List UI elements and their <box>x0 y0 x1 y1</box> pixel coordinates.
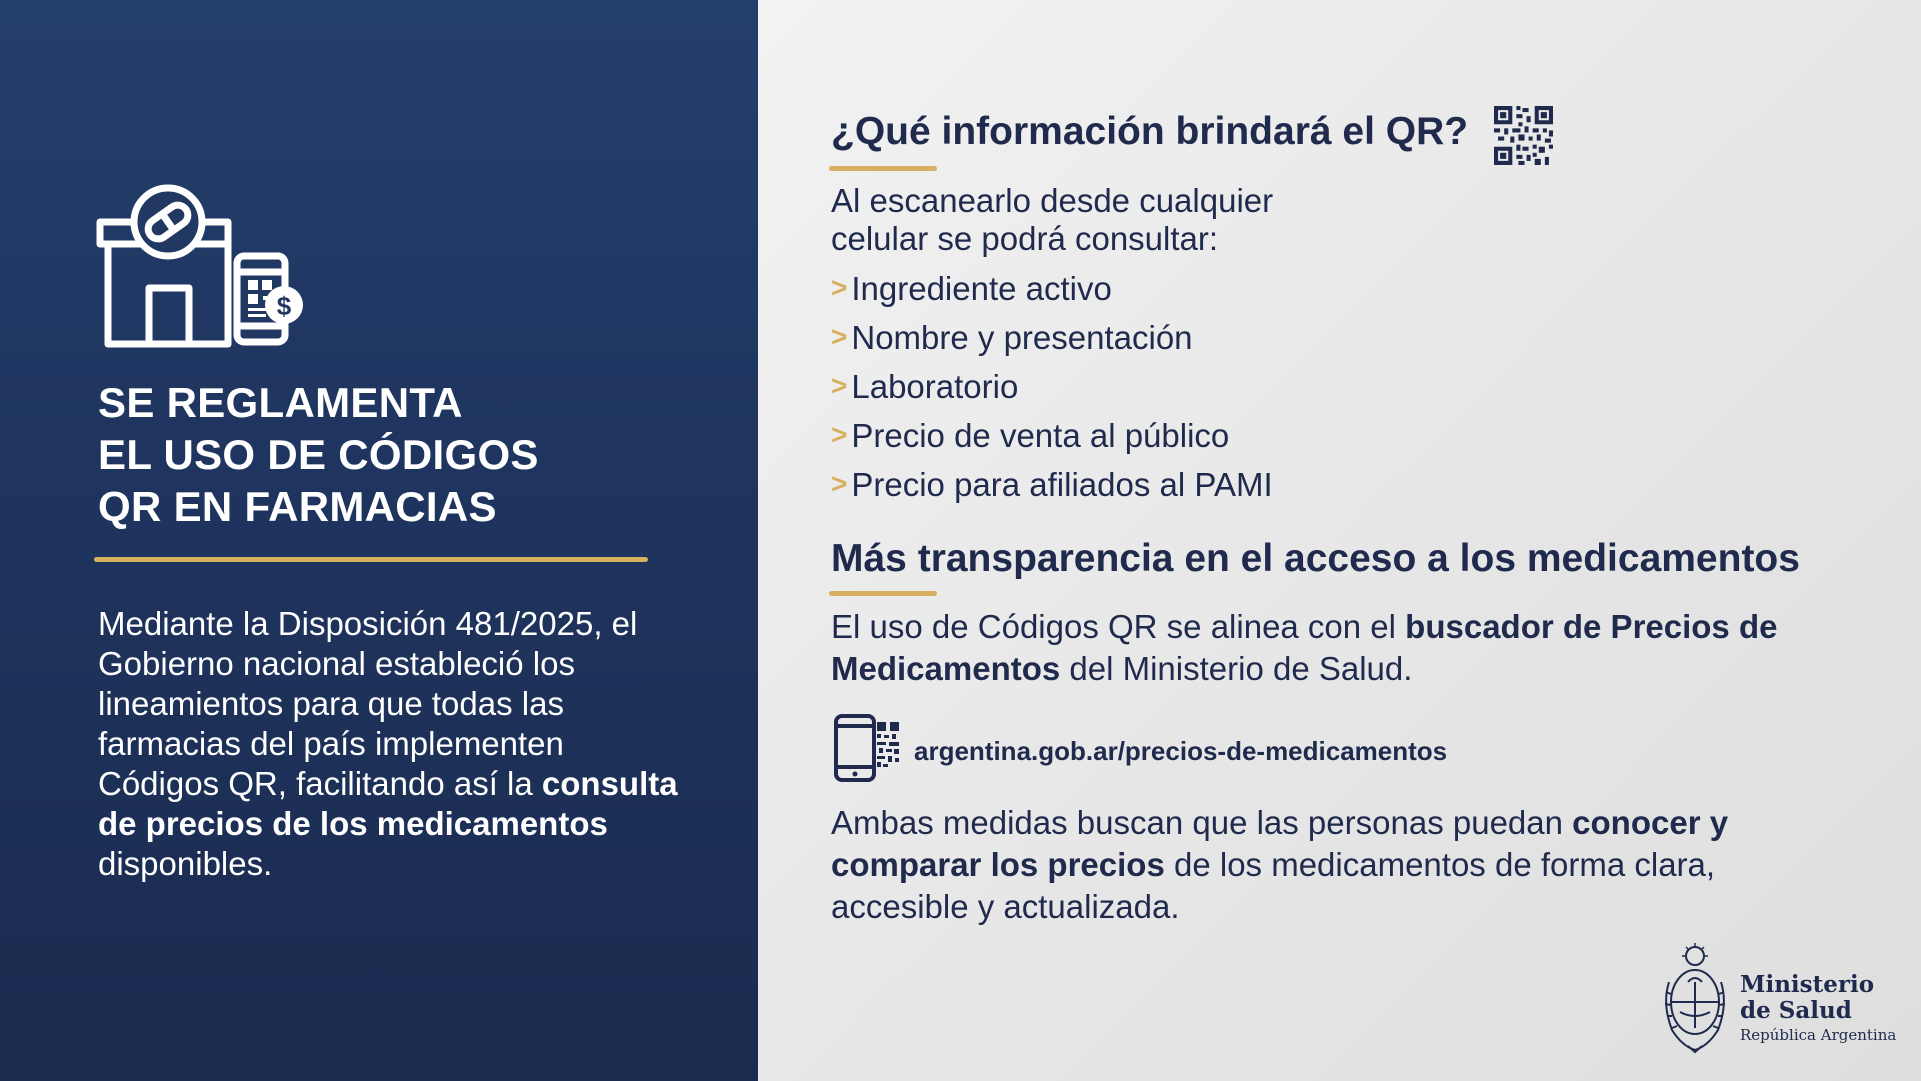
chevron-right-icon: > <box>831 419 848 450</box>
list-item <box>831 415 1273 464</box>
chevron-right-icon: > <box>831 321 848 352</box>
list-item <box>831 317 1273 366</box>
title-line: EL USO DE CÓDIGOS <box>98 431 539 478</box>
title-divider <box>94 557 648 562</box>
scan-intro <box>831 182 1273 258</box>
list-item-label: Nombre y presentación <box>851 319 1193 356</box>
ministry-country: República Argentina <box>1740 1026 1897 1044</box>
coat-of-arms-icon <box>1660 942 1730 1056</box>
chevron-right-icon: > <box>831 370 848 401</box>
scan-intro-line: celular se podrá consultar: <box>831 220 1219 257</box>
para-text-end: del Ministerio de Salud. <box>1069 650 1413 687</box>
intro-text: Mediante la Disposición 481/2025, el Gobierno nacional estableció los lineamientos para que todas las farmacias del país implementen Códigos QR, facilitando así la <box>98 605 638 802</box>
ministry-name: Ministerio <box>1740 971 1875 998</box>
chevron-right-icon: > <box>831 272 848 303</box>
transparency-paragraph <box>831 606 1801 690</box>
left-panel <box>0 0 758 1081</box>
intro-bold: consulta de precios de los medicamentos <box>98 765 678 842</box>
list-item <box>831 464 1273 513</box>
ministry-name-2: de Salud <box>1740 997 1852 1024</box>
section-title-underline <box>829 591 937 596</box>
ministry-logo <box>1740 972 1896 1046</box>
list-item-label: Precio de venta al público <box>851 417 1230 454</box>
intro-paragraph <box>98 604 678 884</box>
svg-text:$: $ <box>276 291 292 321</box>
para-text: Ambas medidas buscan que las personas puedan <box>831 804 1563 841</box>
qr-code-icon <box>1494 106 1553 165</box>
section-title-underline <box>829 166 937 171</box>
pharmacy-qr-icon <box>96 184 308 348</box>
scan-intro-line: Al escanearlo desde cualquier <box>831 182 1274 219</box>
phone-qr-icon <box>833 714 903 784</box>
para-bold: conocer y comparar los precios <box>831 804 1729 883</box>
list-item-label: Ingrediente activo <box>851 270 1112 307</box>
list-item-label: Laboratorio <box>851 368 1019 405</box>
list-item <box>831 366 1273 415</box>
main-title <box>98 377 539 533</box>
medication-prices-link[interactable]: argentina.gob.ar/precios-de-medicamentos <box>914 736 1448 766</box>
measures-paragraph <box>831 802 1801 928</box>
intro-text-end: disponibles. <box>98 845 273 882</box>
list-item <box>831 268 1273 317</box>
list-item-label: Precio para afiliados al PAMI <box>851 466 1273 503</box>
title-line: SE REGLAMENTA <box>98 379 463 426</box>
title-line: QR EN FARMACIAS <box>98 483 497 530</box>
section-title-qr-info: ¿Qué información brindará el QR? <box>831 110 1469 153</box>
section-title-transparency: Más transparencia en el acceso a los medicamentos <box>831 537 1800 580</box>
qr-info-list <box>831 268 1273 513</box>
para-text-end: de los medicamentos de forma clara, accesible y actualizada. <box>831 846 1716 925</box>
para-bold: buscador de Precios de Medicamentos <box>831 608 1778 687</box>
para-text: El uso de Códigos QR se alinea con el <box>831 608 1396 645</box>
chevron-right-icon: > <box>831 468 848 499</box>
